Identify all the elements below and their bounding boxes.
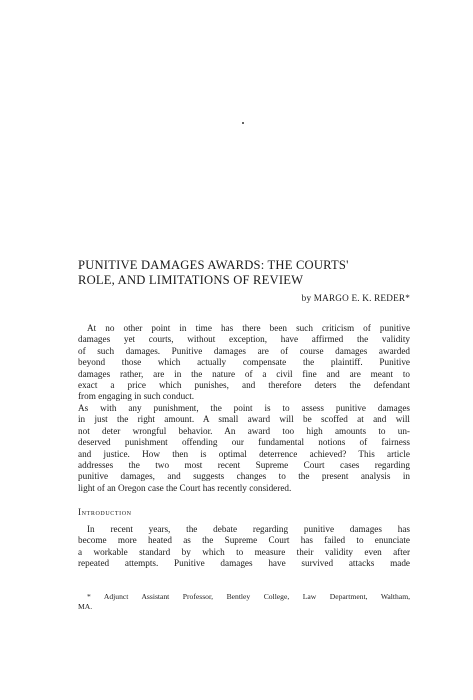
text-line: beyond those which actually compensate the plaintiff. Punitive <box>78 357 410 368</box>
text-line: become more heated as the Supreme Court has failed to enunciate <box>78 535 410 546</box>
footnote-line: * Adjunct Assistant Professor, Bentley College, Law Department, Waltham, <box>87 592 410 601</box>
footnote-line: MA. <box>78 602 93 611</box>
text-line: of such damages. Punitive damages are of course damages awarded <box>78 345 410 356</box>
author-byline: by MARGO E. K. REDER* <box>301 293 410 303</box>
text-line: In recent years, the debate regarding punitive damages has <box>87 524 410 534</box>
paragraph-1 <box>78 323 410 403</box>
text-line: As with any punishment, the point is to assess punitive damages <box>78 403 410 413</box>
paragraph-2 <box>78 403 410 494</box>
section-heading: Introduction <box>78 507 132 517</box>
text-line: At no other point in time has there been such criticism of punitive <box>87 323 410 333</box>
text-line: in just the right amount. A small award will be scoffed at and will <box>78 414 410 425</box>
paragraph-3 <box>78 524 410 570</box>
text-line: damages yet courts, without exception, have affirmed the validity <box>78 334 410 345</box>
text-line: repeated attempts. Punitive damages have survived attacks made <box>78 558 410 569</box>
text-line: addresses the two most recent Supreme Court cases regarding <box>78 459 410 470</box>
article-title-line: ROLE, AND LIMITATIONS OF REVIEW <box>78 273 304 287</box>
text-line: punitive damages, and suggests changes to the present analysis in <box>78 471 410 482</box>
text-line: from engaging in such conduct. <box>78 391 195 402</box>
text-line: damages rather, are in the nature of a civil fine and are meant to <box>78 368 410 379</box>
article-title <box>78 258 408 288</box>
text-line: light of an Oregon case the Court has recently considered. <box>78 482 292 493</box>
text-line: deserved punishment offending our fundamental notions of fairness <box>78 437 410 448</box>
footnote <box>78 592 410 612</box>
text-line: exact a price which punishes, and therefore deters the defendant <box>78 379 410 390</box>
article-title-line: PUNITIVE DAMAGES AWARDS: THE COURTS' <box>78 258 349 272</box>
scan-speck <box>242 122 244 124</box>
text-line: a workable standard by which to measure their validity even after <box>78 546 410 557</box>
text-line: not deter wrongful behavior. An award too high amounts to un- <box>78 425 410 436</box>
text-line: and justice. How then is optimal deterrence achieved? This article <box>78 448 410 459</box>
